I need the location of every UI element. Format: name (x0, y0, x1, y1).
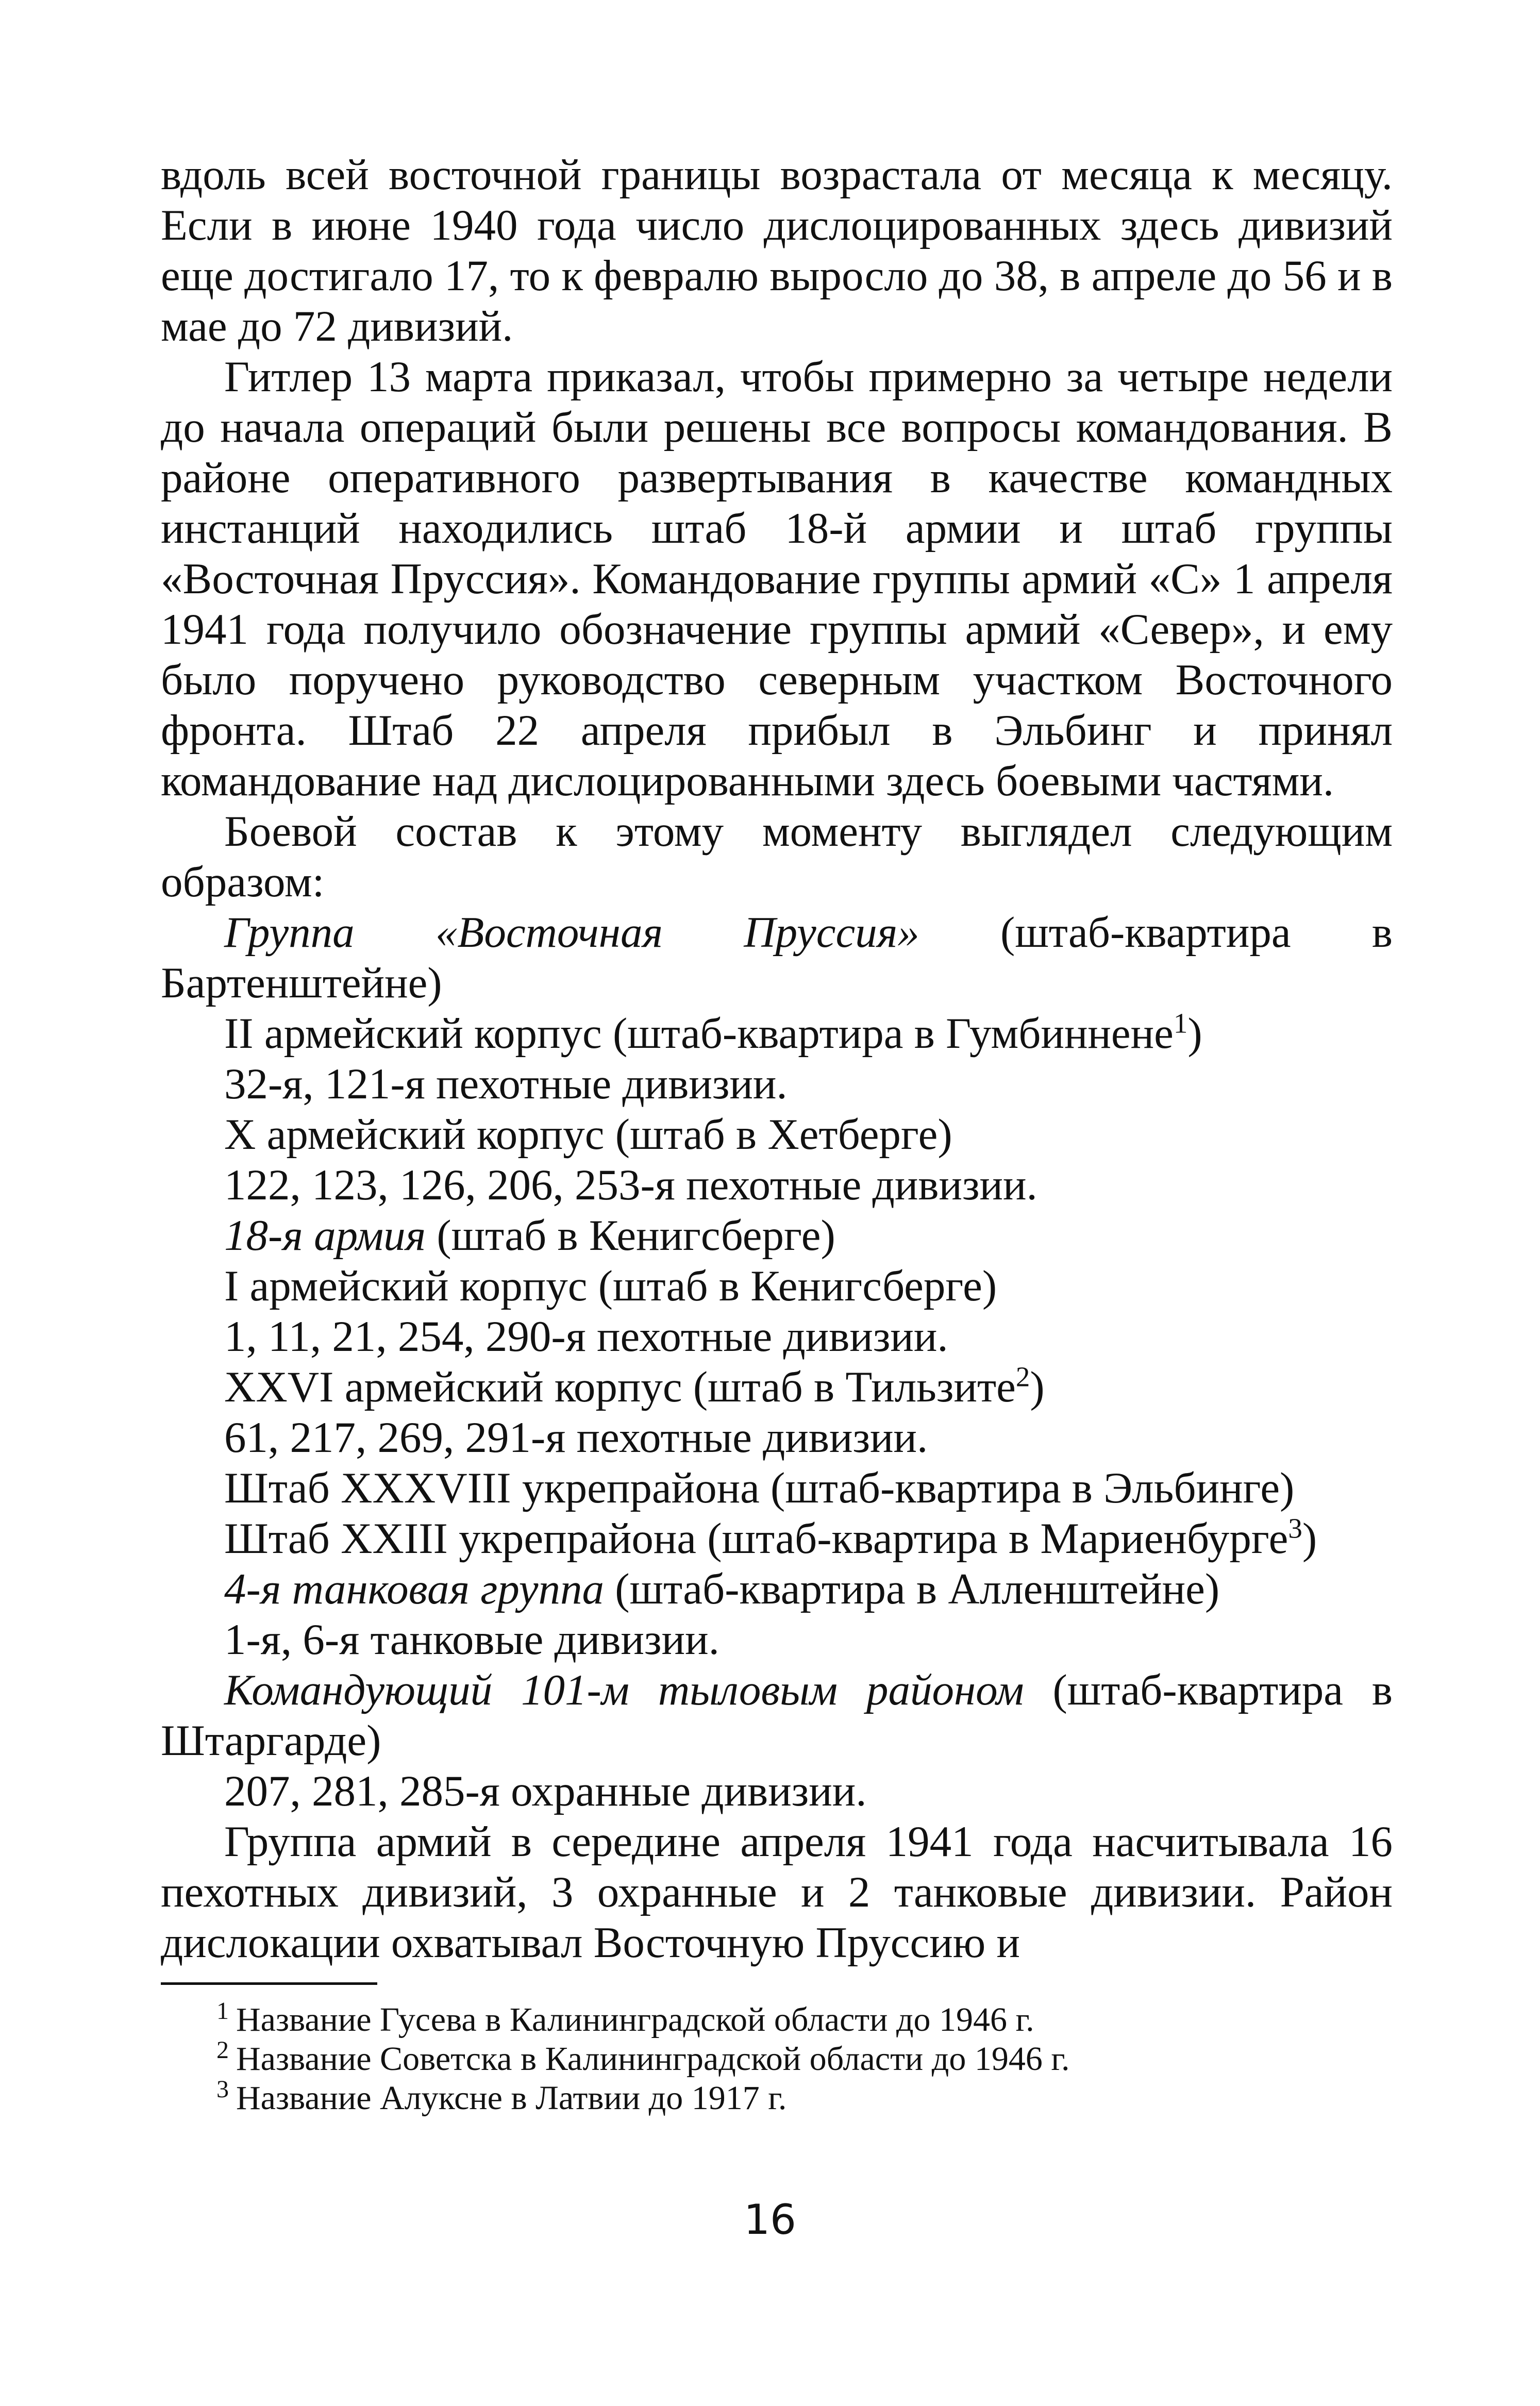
footnote-number: 3 (216, 2076, 229, 2103)
list-line-xxiii-fortified-area (161, 1513, 1393, 1564)
footnote-ref: 2 (1015, 1361, 1030, 1393)
list-line-xxvi-corps-divisions: 61, 217, 269, 291-я пехотные дивизии. (224, 1413, 928, 1462)
list-line-security-divisions: 207, 281, 285-я охранные дивизии. (224, 1767, 867, 1815)
footnote-text: Название Гусева в Калининградской области до 1946 г. (236, 2001, 1034, 2039)
footnote-number: 2 (216, 2036, 229, 2064)
list-line-i-corps-divisions: 1, 11, 21, 254, 290-я пехотные дивизии. (224, 1312, 948, 1361)
list-line-east-prussia-group (161, 907, 1393, 1008)
footnote-divider (161, 1982, 377, 1985)
list-line-text: Штаб XXIII укрепрайона (штаб-квартира в Мариенбурге (224, 1514, 1288, 1563)
list-line-ii-corps (161, 1008, 1393, 1059)
footnote-text: Название Советска в Калининградской области до 1946 г. (236, 2040, 1070, 2078)
list-line-4th-panzer-group (161, 1564, 1393, 1614)
list-line-text: (штаб в Кенигсберге) (426, 1211, 835, 1260)
list-line-text-close: ) (1302, 1514, 1317, 1563)
list-line-text: (штаб-квартира в Штаргарде) (161, 1666, 1393, 1765)
paragraph-1: вдоль всей восточной границы возрастала от месяца к месяцу. Если в июне 1940 года число дислоцированных здесь дивизий еще достигало 17, то к февралю выросло до 38, в апреле до 56 и в мае до 72 дивизий. (161, 151, 1393, 350)
page-body (161, 149, 1393, 2118)
page-number: 16 (744, 2196, 796, 2244)
list-line-heading: 18-я армия (224, 1211, 426, 1260)
paragraph-3: Боевой состав к этому моменту выглядел следующим образом: (161, 807, 1393, 906)
list-line-x-corps-divisions: 122, 123, 126, 206, 253-я пехотные дивизии. (224, 1161, 1037, 1209)
list-line-heading: Командующий 101-м тыловым районом (224, 1666, 1024, 1714)
footnotes (161, 1997, 1393, 2118)
list-line-text: (штаб-квартира в Алленштейне) (604, 1565, 1220, 1613)
list-line-i-corps: I армейский корпус (штаб в Кенигсберге) (224, 1262, 997, 1310)
paragraph-2: Гитлер 13 марта приказал, чтобы примерно за четыре недели до начала операций были решены все вопросы командования. В районе оперативного развертывания в качестве командных инстанций находились штаб 18-й армии и штаб группы «Восточная Пруссия». Командование группы армий «С» 1 апреля 1941 года получило обозначение группы армий «Север», и ему было поручено руководство северным участком Восточного фронта. Штаб 22 апреля прибыл в Эльбинг и принял командование над дислоцированными здесь боевыми частями. (161, 353, 1393, 805)
footnote-1 (216, 1997, 1393, 2040)
list-line-heading: 4-я танковая группа (224, 1565, 605, 1613)
list-line-x-corps: X армейский корпус (штаб в Хетберге) (224, 1110, 952, 1159)
footnote-3 (216, 2076, 1393, 2118)
list-line-text-close: ) (1187, 1009, 1202, 1058)
list-line-text: II армейский корпус (штаб-квартира в Гумбиннене (224, 1009, 1174, 1058)
list-line-18th-army (161, 1210, 1393, 1261)
list-line-rear-area-commander (161, 1665, 1393, 1766)
footnote-ref: 1 (1173, 1007, 1188, 1039)
list-line-text-close: ) (1030, 1363, 1045, 1411)
list-line-heading: Группа «Восточная Пруссия» (224, 908, 919, 957)
footnote-text: Название Алуксне в Латвии до 1917 г. (236, 2079, 787, 2117)
paragraph-4: Группа армий в середине апреля 1941 года насчитывала 16 пехотных дивизий, 3 охранные и 2 танковые дивизии. Район дислокации охватывал Восточную Пруссию и (161, 1817, 1393, 1967)
list-line-ii-corps-divisions: 32-я, 121-я пехотные дивизии. (224, 1060, 788, 1108)
footnote-number: 1 (216, 1997, 229, 2025)
list-line-xxxviii-fortified-area: Штаб XXXVIII укрепрайона (штаб-квартира в Эльбинге) (224, 1464, 1295, 1512)
footnote-2 (216, 2036, 1393, 2079)
list-line-text: (штаб-квартира в Бартенштейне) (161, 908, 1393, 1007)
list-line-panzer-divisions: 1-я, 6-я танковые дивизии. (224, 1615, 719, 1664)
footnote-ref: 3 (1288, 1512, 1302, 1544)
list-line-xxvi-corps (161, 1362, 1393, 1412)
list-line-text: XXVI армейский корпус (штаб в Тильзите (224, 1363, 1016, 1411)
